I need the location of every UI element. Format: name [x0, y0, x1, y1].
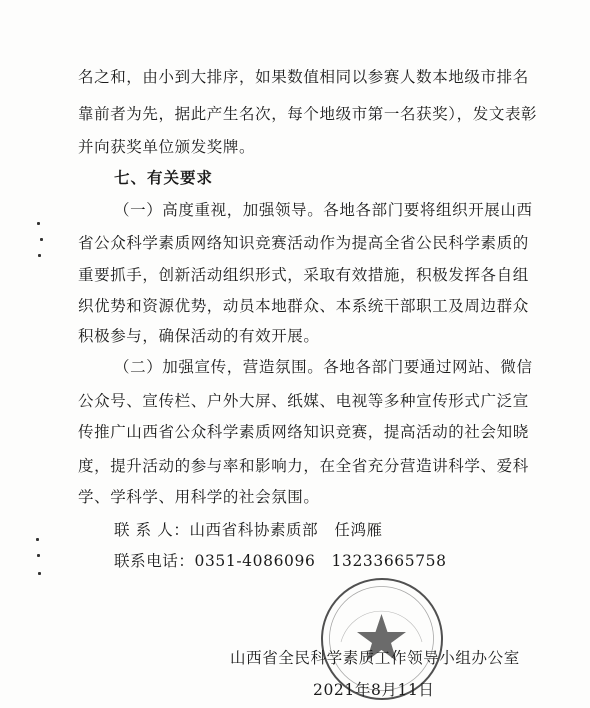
binding-mark [36, 538, 39, 541]
signature-organization: 山西省全民科学素质工作领导小组办公室 [230, 649, 520, 667]
contact-person: 联 系 人：山西省科协素质部 任鸿雁 [114, 521, 383, 539]
section-heading: 七、有关要求 [114, 169, 214, 187]
body-line: （一）高度重视，加强领导。各地各部门要将组织开展山西 [114, 201, 533, 219]
binding-mark [40, 238, 43, 241]
body-line: 省公众科学素质网络知识竞赛活动作为提高全省公民科学素质的 [78, 234, 529, 252]
body-line: 并向获奖单位颁发奖牌。 [78, 138, 256, 156]
body-line: （二）加强宣传，营造氛围。各地各部门要通过网站、微信 [114, 358, 533, 376]
body-line: 重要抓手，创新活动组织形式，采取有效措施，积极发挥各自组 [78, 266, 529, 284]
body-line: 传推广山西省公众科学素质网络知识竞赛，提高活动的社会知晓 [78, 423, 529, 441]
body-line: 学、学科学、用科学的社会氛围。 [78, 488, 320, 506]
signature-date: 2021年8月11日 [313, 681, 435, 699]
binding-mark [38, 572, 41, 575]
binding-mark [37, 222, 40, 225]
body-line: 公众号、宣传栏、户外大屏、纸媒、电视等多种宣传形式广泛宣 [78, 392, 529, 410]
contact-phone: 联系电话：0351-4086096 13233665758 [114, 552, 447, 570]
binding-mark [37, 554, 40, 557]
body-line: 名之和，由小到大排序，如果数值相同以参赛人数本地级市排名 [78, 68, 529, 86]
body-line: 靠前者为先，据此产生名次，每个地级市第一名获奖），发文表彰 [78, 105, 538, 123]
body-line: 织优势和资源优势，动员本地群众、本系统干部职工及周边群众 [78, 297, 529, 315]
binding-mark [38, 254, 41, 257]
body-line: 积极参与，确保活动的有效开展。 [78, 327, 320, 345]
body-line: 度，提升活动的参与率和影响力，在全省充分营造讲科学、爱科 [78, 457, 529, 475]
